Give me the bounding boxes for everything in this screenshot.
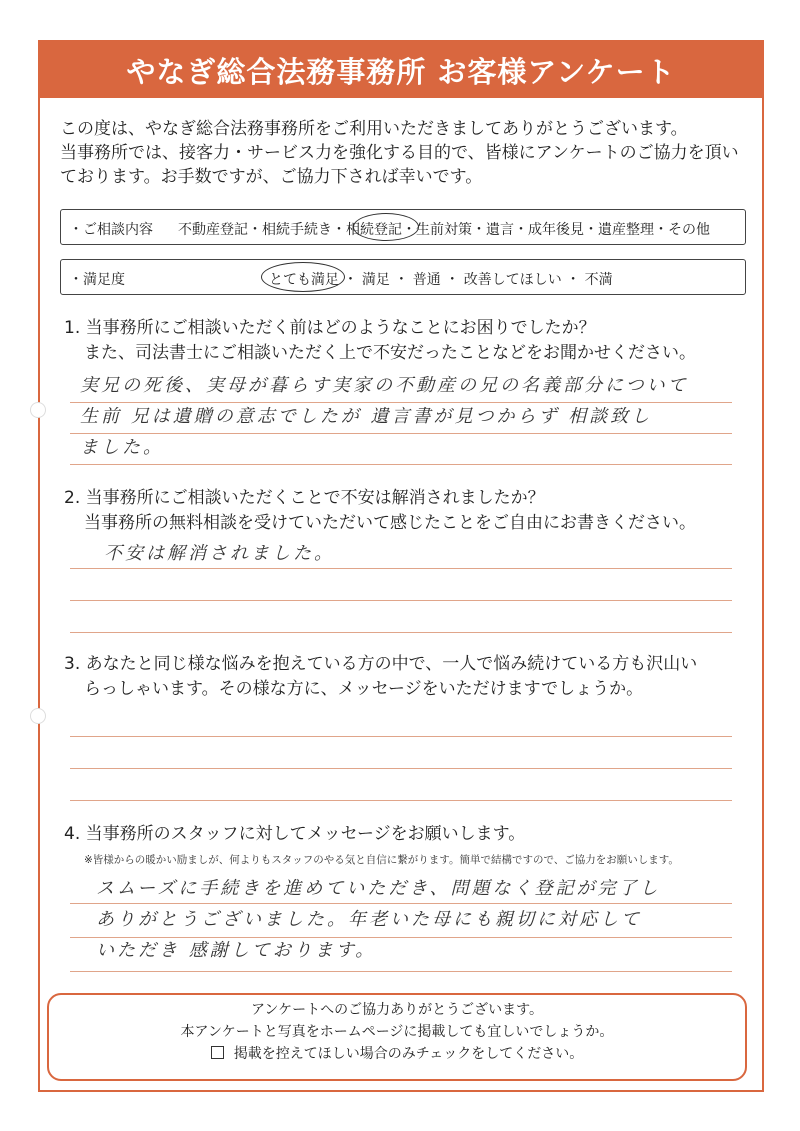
answer-line: 不安は解消されました。 (104, 543, 335, 564)
footer-thanks: アンケートへのご協力ありがとうございます。 (250, 1002, 544, 1018)
footer-checkbox-row (49, 1043, 745, 1065)
answer-line: いただき 感謝しております。 (96, 940, 377, 961)
intro-text (60, 117, 750, 189)
consult-type-box (60, 209, 746, 245)
consult-type-label: ・ご相談内容 (69, 222, 153, 238)
consult-type-options[interactable]: 不動産登記・相続手続き・相続登記・生前対策・遺言・成年後見・遺産整理・その他 (178, 222, 710, 238)
consult-selected-circle (353, 213, 419, 241)
question-2-line: 当事務所の無料相談を受けていただいて感じたことをご自由にお書きください。 (84, 513, 696, 533)
publish-opt-out-checkbox[interactable] (211, 1046, 224, 1059)
question-4-note: ※皆様からの暖かい励ましが、何よりもスタッフのやる気と自信に繋がります。簡単で結構ですので、ご協力をお願いします。 (84, 854, 679, 866)
question-2-line: 2. 当事務所にご相談いただくことで不安は解消されましたか？ (64, 488, 545, 508)
survey-title: やなぎ総合法務事務所 お客様アンケート (40, 42, 762, 98)
satisfaction-box (60, 259, 746, 295)
punch-hole (30, 402, 46, 418)
question-2 (64, 486, 754, 536)
question-4-line: 4. 当事務所のスタッフに対してメッセージをお願いします。 (64, 824, 526, 844)
footer-box (47, 993, 747, 1081)
question-4 (64, 822, 754, 847)
satisfaction-options[interactable]: とても満足 ・ 満足 ・ 普通 ・ 改善してほしい ・ 不満 (269, 272, 613, 288)
question-3 (64, 652, 754, 702)
intro-line: この度は、やなぎ総合法務事務所をご利用いただきましてありがとうございます。 (60, 119, 688, 139)
question-3-line: 3. あなたと同じ様な悩みを抱えている方の中で、一人で悩み続けている方も沢山い (64, 654, 698, 674)
punch-hole (30, 708, 46, 724)
question-1 (64, 316, 754, 366)
satisfaction-selected-circle (261, 262, 345, 292)
answer-1-text[interactable] (80, 370, 689, 463)
question-1-line: また、司法書士にご相談いただく上で不安だったことなどをお聞かせください。 (84, 343, 696, 363)
footer-checkbox-label: 掲載を控えてほしい場合のみチェックをしてください。 (233, 1046, 584, 1062)
answer-2-text[interactable] (104, 538, 335, 569)
answer-line: スムーズに手続きを進めていただき、問題なく登記が完了し (96, 878, 661, 899)
intro-line: 当事務所では、接客力・サービス力を強化する目的で、皆様にアンケートのご協力を頂い (60, 143, 739, 163)
question-3-line: らっしゃいます。その様な方に、メッセージをいただけますでしょうか。 (84, 679, 644, 699)
answer-line: ました。 (80, 437, 164, 458)
satisfaction-label: ・満足度 (69, 272, 125, 288)
answer-line: 生前 兄は遺贈の意志でしたが 遺言書が見つからず 相談致し (80, 406, 653, 427)
answer-line: 実兄の死後、実母が暮らす実家の不動産の兄の名義部分について (80, 375, 689, 396)
footer-question: 本アンケートと写真をホームページに掲載しても宜しいでしょうか。 (180, 1024, 614, 1040)
question-1-line: 1. 当事務所にご相談いただく前はどのようなことにお困りでしたか？ (64, 318, 596, 338)
intro-line: ております。お手数ですが、ご協力下されば幸いです。 (60, 167, 483, 187)
answer-4-text[interactable] (96, 873, 660, 966)
answer-line: ありがとうございました。年老いた母にも親切に対応して (96, 909, 642, 930)
